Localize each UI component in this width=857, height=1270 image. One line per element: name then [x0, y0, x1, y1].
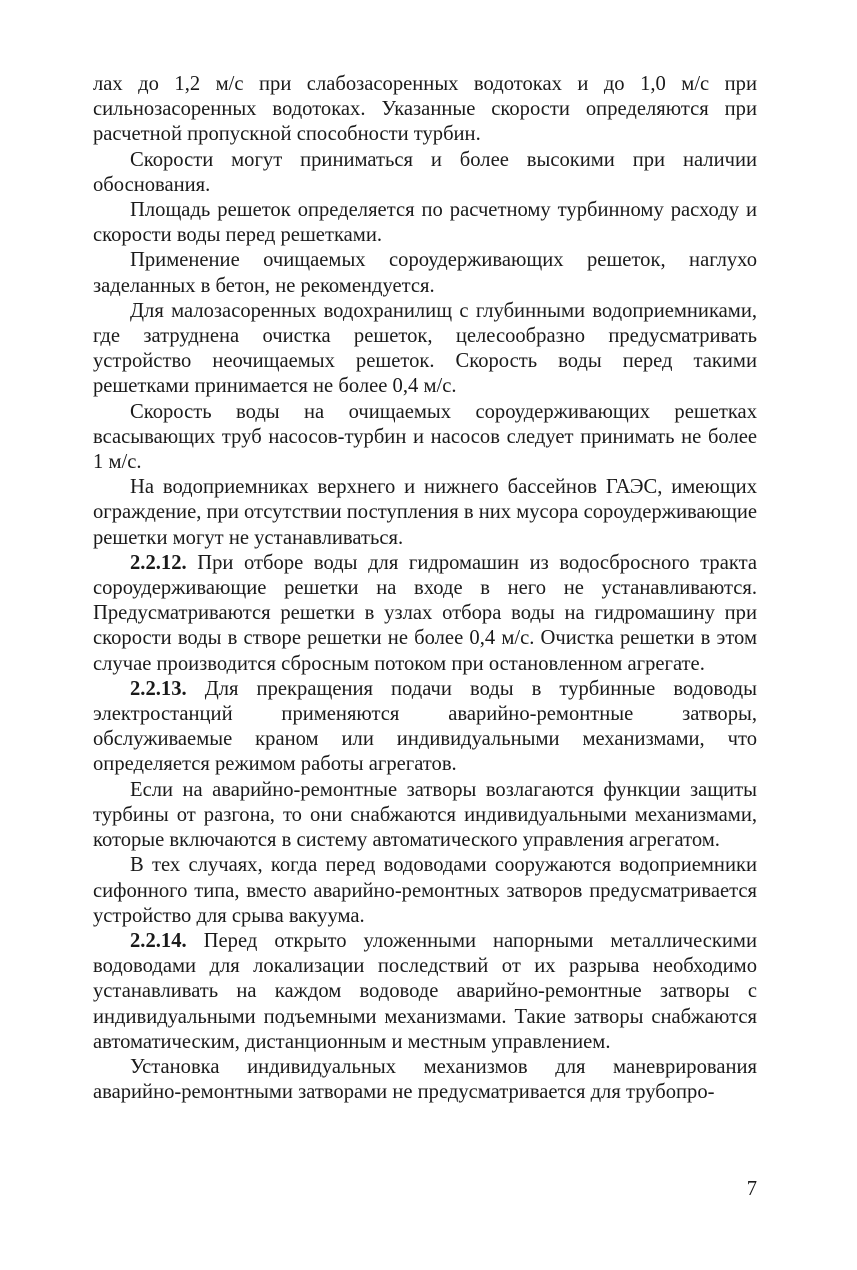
section-number: 2.2.13.	[130, 677, 187, 700]
paragraph-text: лах до 1,2 м/с при слабозасоренных водотоках и до 1,0 м/с при сильнозасоренных водотоках. Указанные скорости определяются при расчетной пропускной способности турбин.	[93, 73, 757, 146]
paragraph-text: Для прекращения подачи воды в турбинные водоводы электростанций применяются аварийно-ремонтные затворы, обслуживаемые краном или индивидуальными механизмами, что определяется режимом работы агрегатов.	[93, 677, 757, 776]
paragraph-text: В тех случаях, когда перед водоводами сооружаются водоприемники сифонного типа, вместо аварийно-ремонтных затворов предусматривается устройство для срыва вакуума.	[93, 854, 757, 927]
paragraph	[93, 778, 757, 854]
paragraph-text: Применение очищаемых сороудерживающих решеток, наглухо заделанных в бетон, не рекомендуется.	[93, 249, 757, 297]
paragraph	[93, 853, 757, 929]
section-number: 2.2.12.	[130, 551, 187, 574]
paragraph-text: Скорости могут приниматься и более высокими при наличии обоснования.	[93, 148, 757, 196]
paragraph	[93, 299, 757, 400]
section-number: 2.2.14.	[130, 929, 187, 952]
paragraph	[93, 1055, 757, 1105]
paragraph	[93, 248, 757, 298]
section-2-2-12	[93, 551, 757, 677]
paragraph-text: Для малозасоренных водохранилищ с глубинными водоприемниками, где затруднена очистка решеток, целесообразно предусматривать устройство неочищаемых решеток. Скорость воды перед такими решетками принимается не более 0,4 м/с.	[93, 299, 757, 398]
paragraph	[93, 148, 757, 198]
paragraph	[93, 475, 757, 551]
paragraph-text: Установка индивидуальных механизмов для маневрирования аварийно-ремонтными затворами не предусматривается для трубопро-	[93, 1055, 757, 1104]
section-2-2-14	[93, 929, 757, 1055]
paragraph-text: При отборе воды для гидромашин из водосбросного тракта сороудерживающие решетки на входе в него не устанавливаются. Предусматриваются решетки в узлах отбора воды на гидромашину при скорости воды в створе решетки не более 0,4 м/с. Очистка решетки в этом случае производится сбросным потоком при остановленном агрегате.	[93, 551, 757, 675]
page-body	[93, 72, 757, 1105]
paragraph-text: Площадь решеток определяется по расчетному турбинному расходу и скорости воды перед решетками.	[93, 199, 757, 247]
paragraph-text: Перед открыто уложенными напорными металлическими водоводами для локализации последствий от их разрыва необходимо устанавливать на каждом водоводе аварийно-ремонтные затворы с индивидуальными подъемными механизмами. Такие затворы снабжаются автоматическим, дистанционным и местным управлением.	[93, 929, 757, 1053]
paragraph-text: На водоприемниках верхнего и нижнего бассейнов ГАЭС, имеющих ограждение, при отсутствии поступления в них мусора сороудерживающие решетки могут не устанавливаться.	[93, 476, 757, 549]
paragraph	[93, 400, 757, 476]
page-number: 7	[746, 1178, 757, 1200]
paragraph-text: Если на аварийно-ремонтные затворы возлагаются функции защиты турбины от разгона, то они снабжаются индивидуальными механизмами, которые включаются в систему автоматического управления агрегатом.	[93, 778, 757, 852]
paragraph	[93, 198, 757, 248]
section-2-2-13	[93, 677, 757, 778]
paragraph-text: Скорость воды на очищаемых сороудерживающих решетках всасывающих труб насосов-турбин и насосов следует принимать не более 1 м/с.	[93, 400, 757, 474]
paragraph	[93, 72, 757, 148]
